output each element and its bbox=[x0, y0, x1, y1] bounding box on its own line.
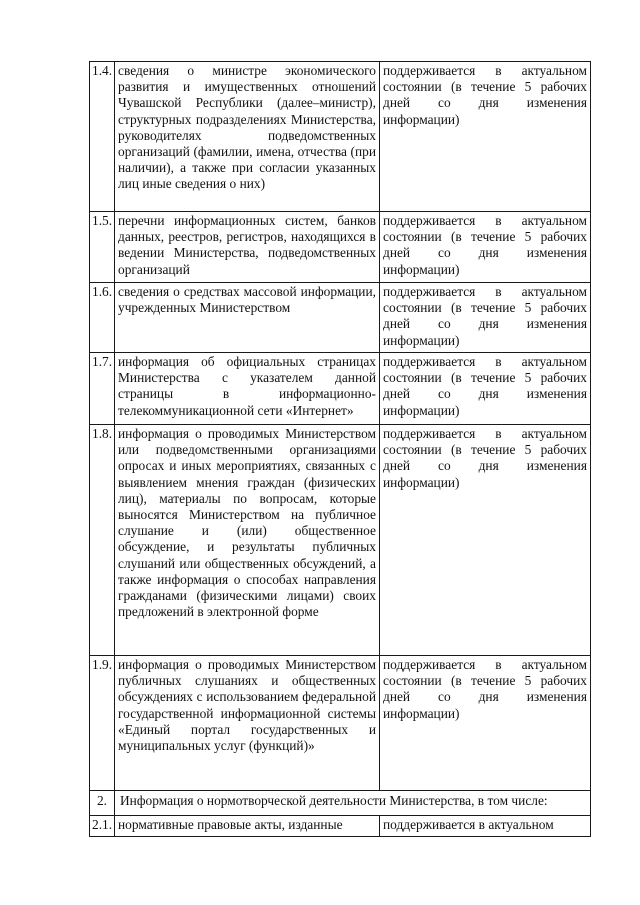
row-description: сведения о министре экономического развития и имущественных отношений Чувашской Республики (далее–министр), структурных подразделениях Министерства, руководителях подведомственных организаций (фамилии, имена, отчества (при наличии), а также при согласии указанных лиц иные сведения о них) bbox=[115, 62, 380, 212]
row-number: 1.8. bbox=[90, 425, 115, 656]
row-description: перечни информационных систем, банков данных, реестров, регистров, находящихся в ведении Министерства, подведомственных организаций bbox=[115, 212, 380, 283]
row-update-term: поддерживается в актуальном состоянии (в течение 5 рабочих дней со дня изменения информации) bbox=[380, 353, 591, 425]
table-row-1-7 bbox=[90, 353, 591, 425]
row-update-term: поддерживается в актуальном состоянии (в течение 5 рабочих дней со дня изменения информации) bbox=[380, 425, 591, 656]
row-number: 1.4. bbox=[90, 62, 115, 212]
information-table bbox=[89, 61, 591, 837]
row-update-term: поддерживается в актуальном состоянии (в течение 5 рабочих дней со дня изменения информации) bbox=[380, 656, 591, 791]
row-description: сведения о средствах массовой информации, учрежденных Министерством bbox=[115, 283, 380, 353]
row-description: нормативные правовые акты, изданные bbox=[115, 816, 380, 837]
row-number: 1.7. bbox=[90, 353, 115, 425]
section-title: Информация о нормотворческой деятельности Министерства, в том числе: bbox=[115, 791, 591, 816]
row-update-term: поддерживается в актуальном bbox=[380, 816, 591, 837]
table-row-1-8 bbox=[90, 425, 591, 656]
section-number: 2. bbox=[90, 791, 115, 816]
row-number: 1.9. bbox=[90, 656, 115, 791]
row-description: информация об официальных страницах Министерства с указателем данной страницы в информационно-телекоммуникационной сети «Интернет» bbox=[115, 353, 380, 425]
section-row-2 bbox=[90, 791, 591, 816]
table-row-1-4 bbox=[90, 62, 591, 212]
row-number: 1.5. bbox=[90, 212, 115, 283]
table-row-1-9 bbox=[90, 656, 591, 791]
row-description: информация о проводимых Министерством или подведомственными организациями опросах и иных мероприятиях, связанных с выявлением мнения граждан (физических лиц), материалы по вопросам, которые выносятся Министерством на публичное слушание и (или) общественное обсуждение, и результаты публичных слушаний или общественных обсуждений, а также информация о способах направления гражданами (физическими лицами) своих предложений в электронной форме bbox=[115, 425, 380, 656]
row-description: информация о проводимых Министерством публичных слушаниях и общественных обсуждениях с использованием федеральной государственной информационной системы «Единый портал государственных и муниципальных услуг (функций)» bbox=[115, 656, 380, 791]
table-row-2-1 bbox=[90, 816, 591, 837]
row-update-term: поддерживается в актуальном состоянии (в течение 5 рабочих дней со дня изменения информации) bbox=[380, 212, 591, 283]
row-number: 2.1. bbox=[90, 816, 115, 837]
table-row-1-5 bbox=[90, 212, 591, 283]
table-row-1-6 bbox=[90, 283, 591, 353]
row-update-term: поддерживается в актуальном состоянии (в течение 5 рабочих дней со дня изменения информации) bbox=[380, 62, 591, 212]
row-number: 1.6. bbox=[90, 283, 115, 353]
row-update-term: поддерживается в актуальном состоянии (в течение 5 рабочих дней со дня изменения информации) bbox=[380, 283, 591, 353]
